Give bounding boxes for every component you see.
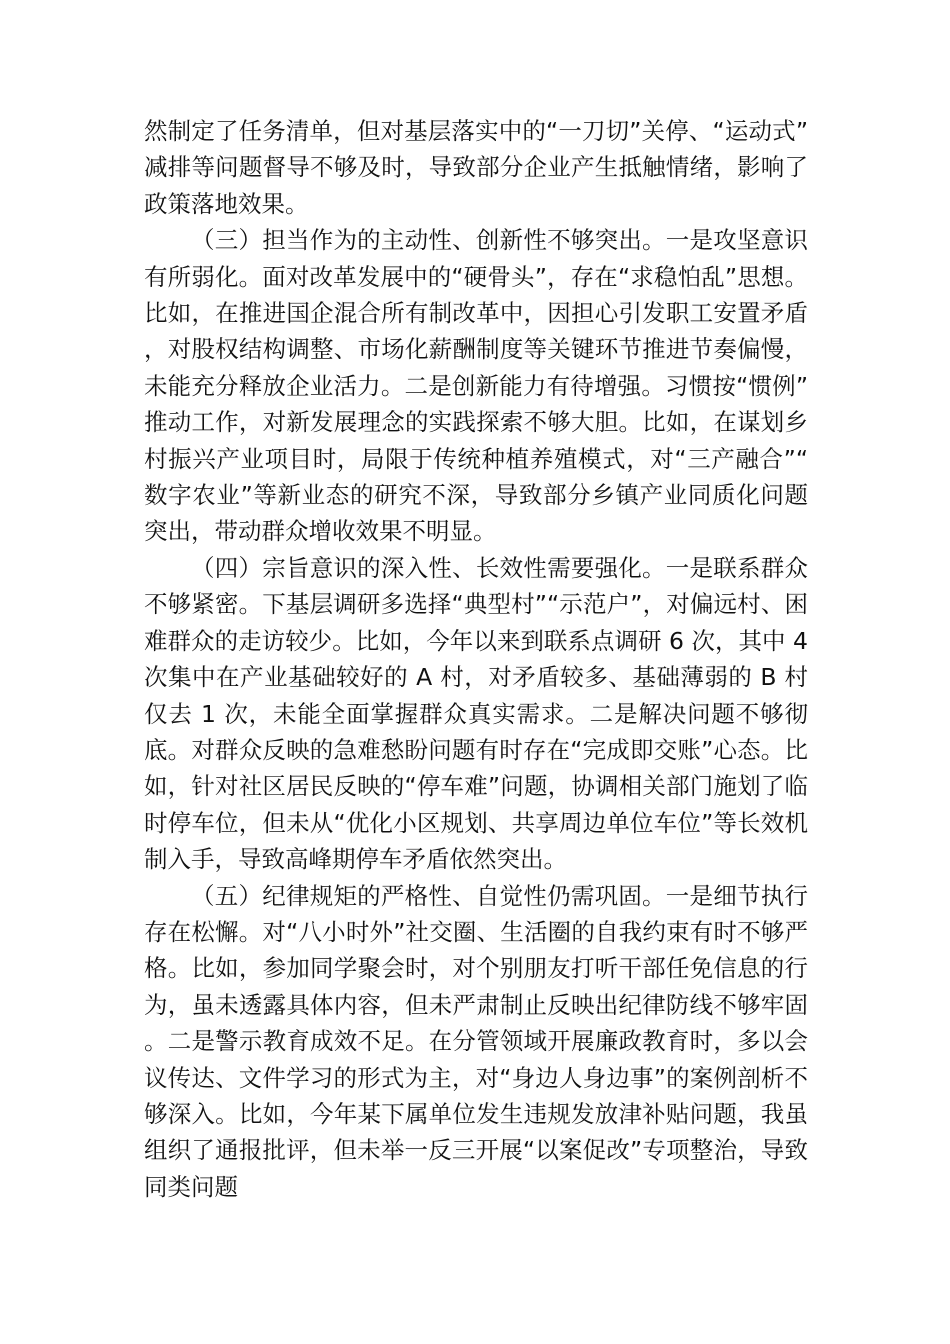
paragraph-section-five: （五）纪律规矩的严格性、自觉性仍需巩固。一是细节执行存在松懈。对“八小时外”社交圈、生活圈的自我约束有时不够严格。比如，参加同学聚会时，对个别朋友打听干部任免信息的行为，虽未透露具体内容，但未严肃制止反映出纪律防线不够牢固。二是警示教育成效不足。在分管领域开展廉政教育时，多以会议传达、文件学习的形式为主，对“身边人身边事”的案例剖析不够深入。比如，今年某下属单位发生违规发放津补贴问题，我虽组织了通报批评，但未举一反三开展“以案促改”专项整治，导致同类问题: [144, 881, 808, 1201]
paragraph-section-four: （四）宗旨意识的深入性、长效性需要强化。一是联系群众不够紧密。下基层调研多选择“典型村”“示范户”，对偏远村、困难群众的走访较少。比如，今年以来到联系点调研 6 次，其中 4 次集中在产业基础较好的 A 村，对矛盾较多、基础薄弱的 B 村仅去 1 次，未能全面掌握群众真实需求。二是解决问题不够彻底。对群众反映的急难愁盼问题有时存在“完成即交账”心态。比如，针对社区居民反映的“停车难”问题，协调相关部门施划了临时停车位，但未从“优化小区规划、共享周边单位车位”等长效机制入手，导致高峰期停车矛盾依然突出。: [144, 553, 808, 874]
paragraph-section-three: （三）担当作为的主动性、创新性不够突出。一是攻坚意识有所弱化。面对改革发展中的“硬骨头”，存在“求稳怕乱”思想。比如，在推进国企混合所有制改革中，因担心引发职工安置矛盾，对股权结构调整、市场化薪酬制度等关键环节推进节奏偏慢，未能充分释放企业活力。二是创新能力有待增强。习惯按“惯例”推动工作，对新发展理念的实践探索不够大胆。比如，在谋划乡村振兴产业项目时，局限于传统种植养殖模式，对“三产融合”“数字农业”等新业态的研究不深，导致部分乡镇产业同质化问题突出，带动群众增收效果不明显。: [144, 226, 808, 546]
paragraph-continuation: 然制定了任务清单，但对基层落实中的“一刀切”关停、“运动式”减排等问题督导不够及时，导致部分企业产生抵触情绪，影响了政策落地效果。: [144, 117, 808, 218]
document-body: [144, 113, 808, 1205]
